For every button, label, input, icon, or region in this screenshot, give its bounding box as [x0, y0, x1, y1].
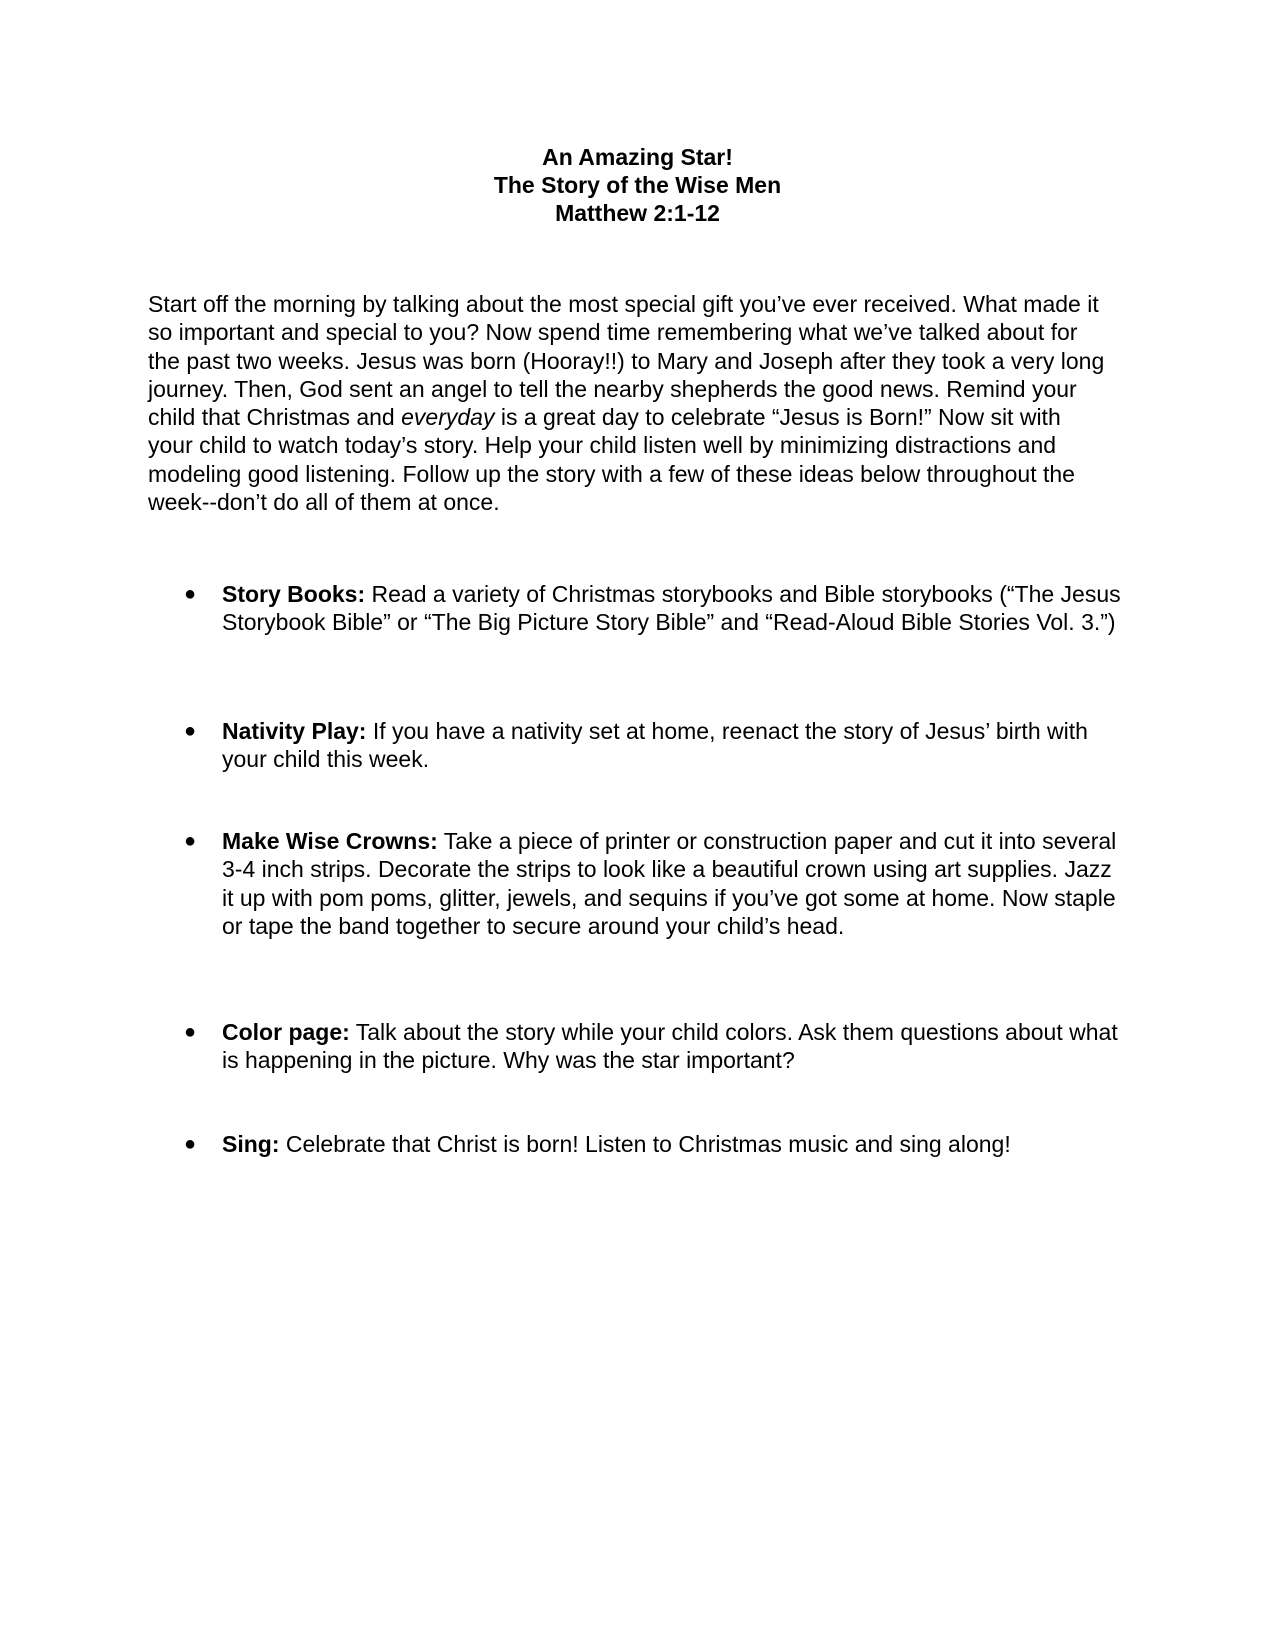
- intro-text-part1: Start off the morning by talking about the most special gift you’ve ever received. What made it so important and special to you? Now spend time remembering what we’ve talked about for the past two weeks. Jesus was born (Hooray!!) to Mary and Joseph after they took a very long journey. Then, God sent an angel to tell the nearby shepherds the good news. Remind your child that Christmas and: [148, 291, 1105, 431]
- intro-text-part2: is a great day to celebrate “Jesus is Born!” Now sit with your child to watch today’s story. Help your child listen well by minimizing distractions and modeling good listening. Follow up the story with a few of these ideas below throughout the week--don’t do all of them at once.: [148, 404, 1075, 516]
- bullet-icon: ●: [184, 720, 197, 742]
- list-item-description: Read a variety of Christmas storybooks and Bible storybooks (“The Jesus Storybook Bible” or “The Big Picture Story Bible” and “Read-Aloud Bible Stories Vol. 3.”): [222, 581, 1121, 636]
- bullet-icon: ●: [184, 583, 197, 605]
- list-item-body: [222, 1130, 1122, 1158]
- list-item-label: Make Wise Crowns:: [222, 828, 438, 854]
- list-item-body: [222, 717, 1122, 774]
- intro-paragraph: [148, 290, 1108, 516]
- list-item-description: Take a piece of printer or construction paper and cut it into several 3-4 inch strips. Decorate the strips to look like a beautiful crown using art supplies. Jazz it up with pom poms, glitter, jewels, and sequins if you’ve got some at home. Now staple or tape the band together to secure around your child’s head.: [222, 828, 1117, 939]
- intro-emphasis: everyday: [401, 404, 495, 431]
- list-item-label: Sing:: [222, 1131, 280, 1157]
- list-item-label: Story Books:: [222, 581, 366, 607]
- list-item-description: Celebrate that Christ is born! Listen to Christmas music and sing along!: [279, 1131, 1011, 1157]
- list-item-label: Color page:: [222, 1019, 350, 1045]
- list-item-body: [222, 827, 1122, 940]
- bullet-icon: ●: [184, 830, 197, 852]
- bullet-icon: ●: [184, 1021, 197, 1043]
- subtitle-line: The Story of the Wise Men: [493, 172, 782, 198]
- bullet-icon: ●: [184, 1133, 197, 1155]
- list-item-body: [222, 580, 1122, 637]
- title-line: An Amazing Star!: [542, 144, 733, 170]
- list-item-description: Talk about the story while your child colors. Ask them questions about what is happening in the picture. Why was the star important?: [222, 1019, 1118, 1074]
- list-item-label: Nativity Play:: [222, 718, 367, 744]
- list-item-body: [222, 1018, 1122, 1075]
- scripture-reference: Matthew 2:1-12: [555, 200, 720, 226]
- list-item-description: If you have a nativity set at home, reenact the story of Jesus’ birth with your child this week.: [222, 718, 1088, 773]
- document-title: [0, 143, 1275, 227]
